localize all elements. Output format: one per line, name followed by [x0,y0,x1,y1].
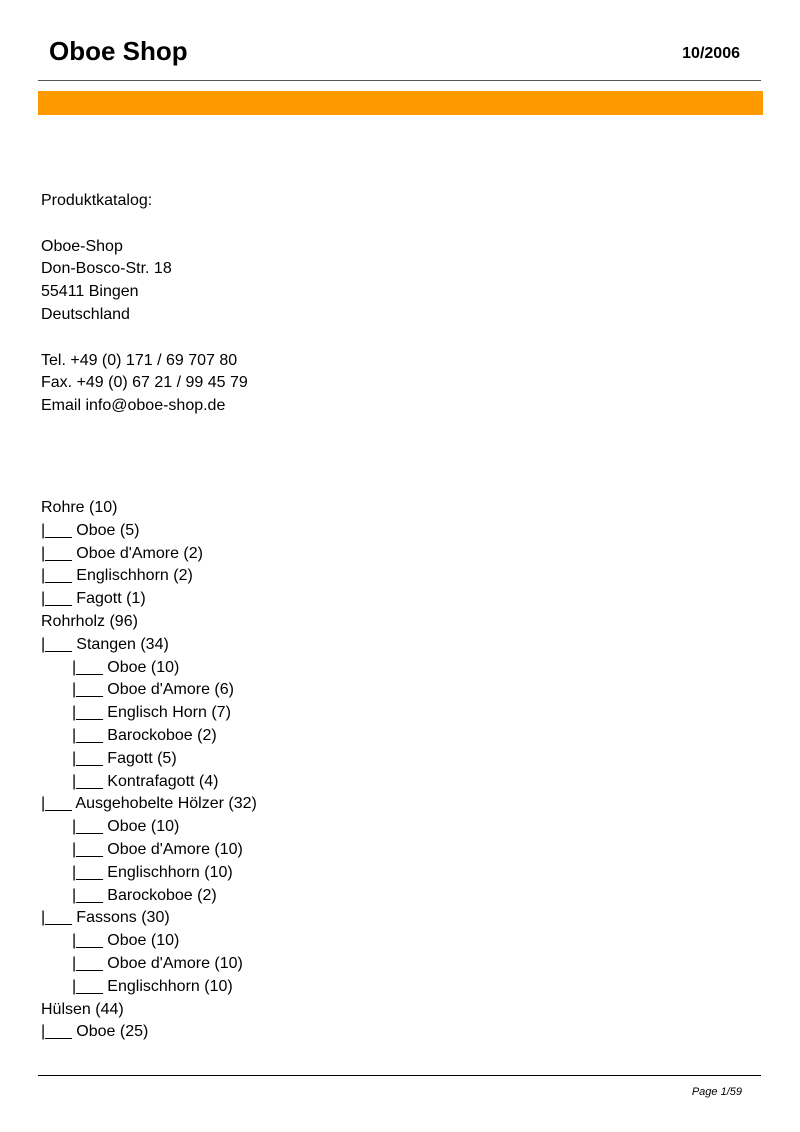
catalog-item: |___ Englischhorn (10) [72,863,233,881]
catalog-item: Hülsen (44) [41,1000,124,1018]
address-line: Oboe-Shop [41,237,123,255]
header-divider [38,80,761,81]
catalog-heading: Produktkatalog: [41,192,153,209]
catalog-item: |___ Oboe d'Amore (10) [72,840,243,858]
address-block [41,236,257,327]
catalog-item: Rohre (10) [41,498,118,516]
catalog-date: 10/2006 [682,45,740,62]
catalog-item: |___ Oboe (10) [72,658,180,676]
catalog-item: |___ Oboe d'Amore (10) [72,954,243,972]
address-line: Don-Bosco-Str. 18 [41,260,172,278]
catalog-item: |___ Oboe (5) [41,521,140,539]
catalog-item: |___ Oboe (10) [72,818,180,836]
catalog-item: |___ Barockoboe (2) [72,886,217,904]
page-number: Page 1/59 [691,1086,742,1098]
catalog-item: |___ Englischhorn (2) [41,567,193,585]
footer-divider [38,1075,761,1076]
catalog-item: |___ Ausgehobelte Hölzer (32) [41,795,257,813]
address-line: 55411 Bingen [41,283,139,301]
catalog-item: |___ Oboe (10) [72,932,180,950]
accent-bar [38,91,763,115]
catalog-item: |___ Oboe d'Amore (6) [72,681,234,699]
catalog-item: |___ Englischhorn (10) [72,977,233,995]
catalog-item: Rohrholz (96) [41,612,138,630]
catalog-item: |___ Englisch Horn (7) [72,704,231,722]
catalog-tree [41,497,257,1044]
contact-block [41,350,257,418]
catalog-item: |___ Fagott (5) [72,749,177,767]
address-line: Deutschland [41,305,130,323]
catalog-item: |___ Stangen (34) [41,635,169,653]
catalog-item: |___ Kontrafagott (4) [72,772,219,790]
document-body [41,190,257,1044]
catalog-item: |___ Barockoboe (2) [72,726,217,744]
page-title: Oboe Shop [49,36,188,66]
fax-line: Fax. +49 (0) 67 21 / 99 45 79 [41,374,248,392]
catalog-item: |___ Oboe (25) [41,1023,149,1041]
email-line: Email info@oboe-shop.de [41,397,226,415]
catalog-item: |___ Fagott (1) [41,590,146,608]
phone-line: Tel. +49 (0) 171 / 69 707 80 [41,351,238,369]
catalog-item: |___ Oboe d'Amore (2) [41,544,203,562]
catalog-item: |___ Fassons (30) [41,909,170,927]
